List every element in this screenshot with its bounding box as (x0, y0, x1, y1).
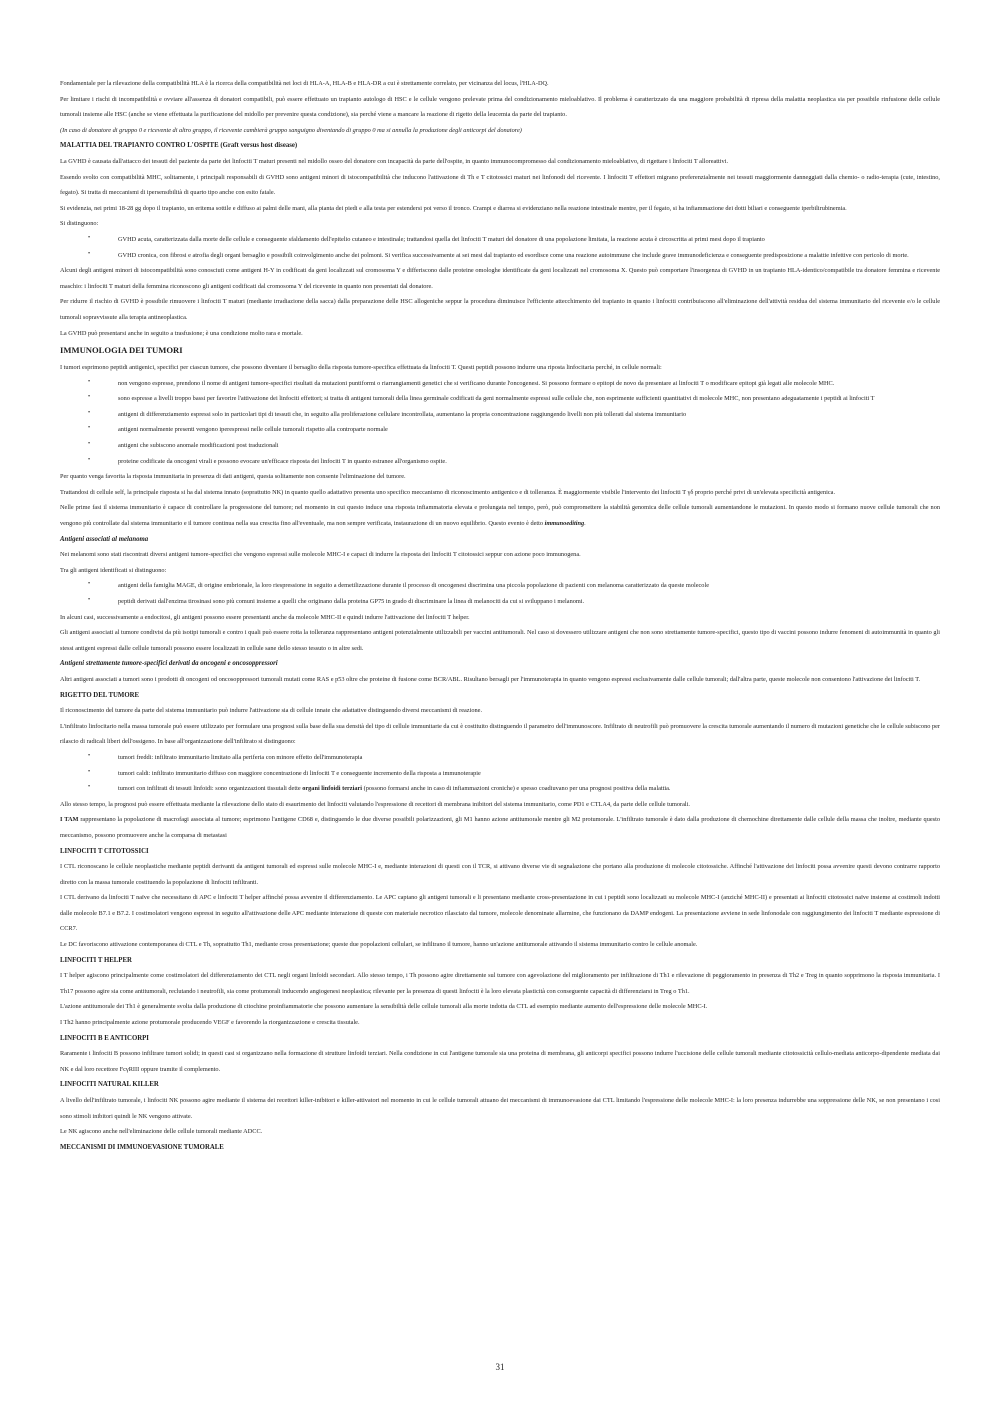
paragraph: I Th2 hanno principalmente azione protumorale producendo VEGF e favorendo la riorganizzazione e crescita tissutale. (60, 1019, 360, 1027)
melanoma-list (60, 578, 940, 609)
paragraph: Le NK agiscono anche nell'eliminazione delle cellule tumorali mediante ADCC. (60, 1128, 263, 1136)
text-run: (possono formarsi anche in caso di infiammazioni croniche) e spesso coadiuvano per una prognosi positiva della malattia. (362, 785, 671, 793)
paragraph: Si distinguono: (60, 220, 99, 228)
paragraph: Si evidenzia, nei primi 18-28 gg dopo il trapianto, un eritema sottile e diffuso ai palmi delle mani, alla pianta dei piedi e alla testa per estendersi poi verso il tronco. Crampi e diarrea si evidenziano nella reazione intestinale mentre, per il fegato, si ha infiammazione dei dotti biliari e conseguente iperbilirubinemia. (60, 204, 847, 212)
paragraph: La GVHD può presentarsi anche in seguito a trasfusione; è una condizione molto rara e mortale. (60, 329, 303, 337)
list-item: • GVHD cronica, con fibrosi e atrofia degli organi bersaglio e possibili coinvolgimento anche dei polmoni. Si verifica successivamente ai sei mesi dal trapianto ed esordisce come una reazione autoimmune che include grave immunodeficienza e conseguente predisposizione a malattie infettive con pericolo di morte. (118, 248, 940, 264)
subheading-oncogeni: Antigeni strettamente tumore-specifici derivati da oncogeni e oncosoppressori (60, 660, 278, 668)
paragraph: A livello dell'infiltrato tumorale, i linfociti NK possono agire mediante il sistema dei recettori killer-inibitori e killer-attivatori nel momento in cui le cellule tumorali attuano dei meccanismi di immunoevasione dai CTL limitando l'espressione delle molecole MHC-I: la loro presenza indurrebbe una soppressione delle NK, se non presentano i cosi sono stimoli inibitori quindi le NK vengono attivate. (60, 1097, 940, 1120)
text-run: . (584, 520, 586, 528)
term-organi-linfoidi-terziari: organi linfoidi terziari (302, 785, 363, 793)
section-heading-ctl: LINFOCITI T CITOTOSSICI (60, 847, 149, 855)
paragraph: Per quanto venga favorita la risposta immunitaria in presenza di dati antigeni, questa solitamente non consente l'eliminazione del tumore. (60, 473, 406, 481)
paragraph: I T helper agiscono principalmente come costimolatori del differenziamento dei CTL negli organi linfoidi secondari. Allo stesso tempo, i Th possono agire direttamente sul tumore con agevolazione del miglioramento per infiltrazione di Th1 e rilevazione di peggioramento in presenza di Th2 e Treg in quanto sopprimono la risposta immunitaria. I Th17 possono agire sia come antitumorali, reclutando i neutrofili, sia come protumorali inducendo angiogenesi neoplastica; rilevante per la presenza di questi linfociti è la loro elevata plasticità con conseguente capacità di differenziarsi in Treg o Th1. (60, 972, 940, 995)
paragraph: Fondamentale per la rilevazione della compatibilità HLA è la ricerca della compatibilità nei loci di HLA-A, HLA-B e HLA-DR a cui è strettamente correlato, per vicinanza del locus, l'HLA-DQ. (60, 80, 549, 87)
paragraph: Le DC favoriscono attivazione contemporanea di CTL e Th, soprattutto Th1, mediante cross presentazione; queste due popolazioni cellulari, se infiltrano il tumore, hanno un'azione antitumorale attivando il sistema immunitario contro le cellule anomale. (60, 941, 698, 949)
paragraph: Raramente i linfociti B possono infiltrare tumori solidi; in questi casi si organizzano nella formazione di strutture linfoidi terziari. Nella condizione in cui l'antigene tumorale sia una proteina di membrana, gli anticorpi specifici possono indurre l'uccisione delle cellule tumorali mediante citotossicità cellulo-mediata anticorpo-dipendente mediata dai NK e dal loro recettore FcγRIII oppure tramite il complemento. (60, 1050, 940, 1073)
paragraph: Trattandosi di cellule self, la principale risposta si ha dal sistema innato (soprattutto NK) in quanto quello adattativo presenta uno specifico meccanismo di riconoscimento antigenico e di tolleranza. È maggiormente visibile l'intervento dei linfociti T γδ proprio perché privi di un'elevata specificità antigenica. (60, 488, 836, 496)
paragraph: I CTL derivano da linfociti T naïve che necessitano di APC e linfociti T helper affinché possa avvenire il differenziamento. Le APC captano gli antigeni tumorali e li presentano mediante cross-presentazione in cui i peptidi sono localizzati su molecole MHC-I (anziché MHC-II) e presentati ai linfociti citotossici naïve insieme ai costimoli indotti dalle molecole B7.1 e B7.2. I costimolatori vengono espressi in seguito all'attivazione delle APC mediante interazione di queste con materiale necrotico rilasciato dal tumore, molecole denominate allarmine, che funzionano da DAMP endogeni. La presentazione avviene in sede linfonodale con raggiungimento dei linfociti T mediante espressione di CCR7. (60, 894, 940, 933)
list-item: • peptidi derivati dall'enzima tirosinasi sono più comuni insieme a quelli che originano dalla proteina GP75 in grado di discriminare la linea di melanociti da cui si sviluppano i melanomi. (118, 594, 940, 610)
paragraph (60, 500, 940, 531)
term-tam: I TAM (60, 816, 79, 824)
list-item: • non vengono espresse, prendono il nome di antigeni tumore-specifici risultati da mutazioni puntiformi o riarrangiamenti genetici che si verificano durante l'oncogenesi. Si possono formare o epitopi de novo da presentare ai linfociti T o modificare epitopi già legati alle molecole MHC. (118, 376, 940, 392)
list-item: • proteine codificate da oncogeni virali e possono evocare un'efficace risposta dei linfociti T in quanto estranee all'organismo ospite. (118, 454, 940, 470)
list-item: • sono espresse a livelli troppo bassi per favorire l'attivazione dei linfociti effettori; si tratta di antigeni tumorali della linea germinale codificati da geni normalmente espressi sulle cellule che, non esprimente sufficienti quantitativi di molecole MHC, non presentano adeguatamente i peptidi ai linfociti T (118, 391, 940, 407)
paragraph (60, 812, 940, 843)
paragraph: Allo stesso tempo, la prognosi può essere effettuata mediante la rilevazione dello stato di esaurimento dei linfociti valutando l'espressione di recettori di membrana inibitori del sistema immunitario, come PD1 e CTLA4, da parte delle cellule tumorali. (60, 800, 691, 808)
paragraph: La GVHD è causata dall'attacco dei tessuti del paziente da parte dei linfociti T maturi presenti nel midollo osseo del donatore con incapacità da parte dell'ospite, in quanto immunocompromesso dal condizionamento mieloablativo, di rigettare i linfociti T alloreattivi. (60, 157, 729, 165)
section-heading-nk: LINFOCITI NATURAL KILLER (60, 1081, 159, 1089)
list-item (118, 781, 940, 797)
paragraph: L'infiltrato linfocitario nella massa tumorale può essere utilizzato per formulare una prognosi sulla base della sua densità del tipo di cellule immunitarie da cui è costituito distinguendo il parametro dell'immunoscore. Infiltrato di neutrofili può promuovere la crescita tumorale aumentando il numero di mutazioni genetiche che le cellule subiscono per rilascio di radicali liberi dell'ossigeno. In base all'organizzazione dell'infiltrato si distinguono: (60, 722, 940, 746)
paragraph: In alcuni casi, successivamente a endocitosi, gli antigeni possono essere presentanti anche da molecole MHC-II e quindi indurre l'attivazione dei linfociti T helper. (60, 613, 470, 621)
page-number: 31 (495, 1362, 505, 1372)
list-item: • tumori freddi: infiltrato immunitario limitato alla periferia con minore effetto dell'immunoterapia (118, 750, 940, 766)
text-run: Nelle prime fasi il sistema immunitario è capace di controllare la progressione del tumore; nel momento in cui questo induce una risposta infiammatoria elevata e prolungata nel tempo, però, può compromettere la stabilità genomica delle cellule tumorali aumentandone le mutazioni. In questo modo si formano nuove cellule tumorali che non vengono più controllate dal sistema immunitario e il tumore continua nella sua crescita fino all'eventuale, ma non sempre verificata, instaurazione di un nuovo equilibrio. Questo evento è detto (60, 504, 940, 528)
list-item: • tumori caldi: infiltrato immunitario diffuso con maggiore concentrazione di linfociti T e conseguente incremento della risposta a immunoterapie (118, 766, 940, 782)
subheading-melanoma: Antigeni associati al melanoma (60, 535, 149, 543)
list-item: • GVHD acuta, caratterizzata dalla morte delle cellule e conseguente sfaldamento dell'epitelio cutaneo e intestinale; trattandosi quella dei linfociti T maturi del donatore di una popolazione limitata, la reazione acuta è circoscritta ai primi mesi dopo il trapianto (118, 232, 940, 248)
paragraph: Tra gli antigeni identificati si distinguono: (60, 566, 167, 574)
list-item: • antigeni che subiscono anomale modificazioni post traduzionali (118, 438, 940, 454)
paragraph: Per ridurre il rischio di GVHD è possibile rimuovere i linfociti T maturi (mediante irradiazione della sacca) dalla preparazione delle HSC allogeniche seppur la procedura diminuisce l'efficiente attecchimento del trapianto in quanto i linfociti contribuiscono all'eliminazione dell'attività residua del sistema immunitario del ricevente e/o le cellule tumorali sopravvissute alla terapia antineoplastica. (60, 298, 940, 321)
paragraph: Alcuni degli antigeni minori di istocompatibilità sono conosciuti come antigeni H-Y in codificati da geni localizzati sul cromosoma Y e differiscono dalle proteine omologhe identificate da geni localizzati nel cromosoma X. Questo può comportare l'insorgenza di GVHD in un trapianto HLA-identico/compatibile tra donatore femmina e ricevente maschio: i linfociti T maturi della femmina riconoscono gli antigeni codificati dal cromosoma Y del ricevente in quanto non presentati dal donatore. (60, 267, 940, 290)
term-immunoediting: immunoediting (544, 520, 585, 528)
antigen-list (60, 376, 940, 470)
section-heading-rigetto: RIGETTO DEL TUMORE (60, 691, 140, 699)
paragraph: L'azione antitumorale dei Th1 è generalmente svolta dalla produzione di citochine proinfiammatorie che possono aumentare la sensibilità delle cellule tumorali alla morte indotta da CTL ad esempio mediante aumento dell'espressione delle molecole MHC-I. (60, 1003, 708, 1011)
section-heading-b-anticorpi: LINFOCITI B E ANTICORPI (60, 1034, 149, 1042)
tumor-list (60, 750, 940, 797)
section-heading-gvhd: MALATTIA DEL TRAPIANTO CONTRO L'OSPITE (Graft versus host disease) (60, 142, 298, 150)
section-heading-t-helper: LINFOCITI T HELPER (60, 956, 132, 964)
text-run: tumori con infiltrati di tessuti linfoidi: sono organizzazioni tissutali dette (118, 785, 303, 793)
paragraph: Nei melanomi sono stati riscontrati diversi antigeni tumore-specifici che vengono espressi sulle molecole MHC-I e capaci di indurre la risposta dei linfociti T citotossici seppur con azione poco immunogena. (60, 551, 581, 559)
list-item: • antigeni di differenziamento espressi solo in particolari tipi di tessuti che, in seguito alla proliferazione cellulare incontrollata, aumentano la propria concentrazione raggiungendo livelli non più tollerati dal sistema immunitario (118, 407, 940, 423)
paragraph-note: (In caso di donatore di gruppo 0 e ricevente di altro gruppo, il ricevente cambierà gruppo sanguigno diventando di gruppo 0 ma si annulla la produzione degli anticorpi del donatore) (60, 126, 522, 134)
paragraph: I CTL riconoscano le cellule neoplastiche mediante peptidi derivanti da antigeni tumorali ed espressi sulle molecole MHC-I e, mediante interazioni di questi con il TCR, si attivano diverse vie di segnalazione che portano alla produzione di molecole citotossiche. Affinché l'attivazione dei linfociti possa avvenire questi devono contrarre rapporto diretto con la massa tumorale costituendo la popolazione di linfociti infiltranti. (60, 863, 940, 886)
paragraph: Il riconoscimento del tumore da parte del sistema immunitario può indurre l'attivazione sia di cellule innate che adattative distinguendo diversi meccanismi di reazione. (60, 707, 483, 715)
paragraph: Per limitare i rischi di incompatibilità e ovviare all'assenza di donatori compatibili, può essere effettuato un trapianto autologo di HSC e le cellule vengono prelevate prima del condizionamento mieloablativo. Il problema è caratterizzato da una maggiore probabilità di ripresa della malattia neoplastica sia per possibile rinfusione delle cellule tumorali insieme alle HSC (anche se viene effettuata la purificazione del midollo per prevenire questa condizione), sia perché viene a mancare la reazione di rigetto della leucemia da parte del trapianto. (60, 95, 940, 119)
paragraph: Essendo svolto con compatibilità MHC, solitamente, i principali responsabili di GVHD sono antigeni minori di istocompatibilità che inducono l'attivazione di Th e T citotossici maturi nei linfonodi del ricevente. I linfociti T effettori migrano preferenzialmente nei tessuti maggiormente danneggiati dalla chemio- o radio-terapia (cute, intestino, fegato). Si tratta di meccanismi di ipersensibilità di quarto tipo anche con esito fatale. (60, 173, 940, 197)
list-item: • antigeni della famiglia MAGE, di origine embrionale, la loro riespressione in seguito a demetilizzazione durante il processo di oncogenesi discrimina una piccola popolazione di pazienti con melanoma caratterizzato da queste molecole (118, 578, 940, 594)
text-run: rappresentano la popolazione di macrofagi associata al tumore; esprimono l'antigene CD68 e, distinguendo le due diverse possibili polarizzazioni, gli M1 hanno azione antitumorale mentre gli M2 protumorale. L'infiltrato tumorale è dato dalla produzione di chemochine direttamente dalle cellule della massa che inoltre, mediante questo meccanismo, possono promuovere anche la comparsa di metastasi (60, 816, 940, 839)
gvhd-list (60, 232, 940, 263)
paragraph: Gli antigeni associati al tumore condivisi da più isotipi tumorali e contro i quali può essere rotta la tolleranza rappresentano antigeni potenzialmente utilizzabili per vaccini antitumorali. Nel caso si dovessero utilizzare antigeni che non sono strettamente tumore-specifici, questo tipo di vaccini possono indurre fenomeni di autoimmunità in quanto gli stessi antigeni espressi dalle cellule tumorali possono essere localizzati in cellule sane dello stesso tessuto o in altre sedi. (60, 629, 940, 652)
section-heading-immunoevasione: MECCANISMI DI IMMUNOEVASIONE TUMORALE (60, 1143, 224, 1151)
paragraph: I tumori esprimono peptidi antigenici, specifici per ciascun tumore, che possono diventare il bersaglio della risposta tumore-specifica effettuata da linfociti T. Questi peptidi possono indurre una riposta linfocitaria perché, in cellule normali: (60, 364, 662, 372)
list-item: • antigeni normalmente presenti vengono iperespressi nelle cellule tumorali rispetto alla controparte normale (118, 422, 940, 438)
paragraph: Altri antigeni associati a tumori sono i prodotti di oncogeni od oncosoppressori tumorali mutati come RAS e p53 oltre che proteine di fusione come BCR/ABL. Risultano bersagli per l'immunoterapia in quanto vengono espressi esclusivamente dalle cellule tumorali; dall'altra parte, queste molecole non consentono l'attivazione dei linfociti T. (60, 675, 921, 683)
section-heading-immunologia: IMMUNOLOGIA DEI TUMORI (60, 345, 183, 356)
